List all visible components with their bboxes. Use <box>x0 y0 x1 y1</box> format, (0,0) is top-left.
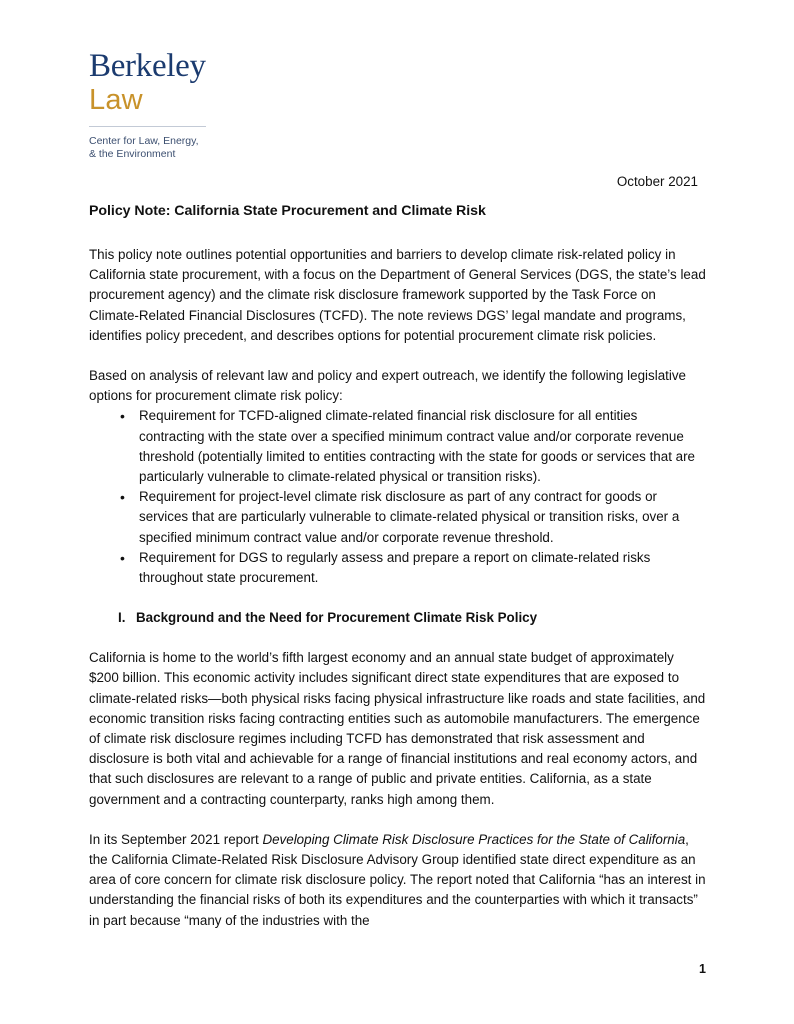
document-body <box>89 172 706 951</box>
list-item: • Requirement for DGS to regularly assess and prepare a report on climate-related risks throughout state procurement. <box>89 548 706 588</box>
logo-wordmark-berkeley: Berkeley <box>89 48 206 84</box>
berkeley-law-logo <box>89 48 229 161</box>
paragraph-text-before-title: In its September 2021 report <box>89 831 263 847</box>
lead-in-paragraph: Based on analysis of relevant law and policy and expert outreach, we identify the following legislative options for procurement climate risk policy: <box>89 368 686 404</box>
section-heading-background <box>89 608 706 628</box>
intro-paragraph: This policy note outlines potential opportunities and barriers to develop climate risk-related policy in California state procurement, with a focus on the Department of General Services (DGS, the state’s lead procurement agency) and the climate risk disclosure framework supported by the Task Force on Climate-Related Financial Disclosures (TCFD). The note reviews DGS’ legal mandate and programs, identifies policy precedent, and describes options for potential procurement climate risk policies. <box>89 247 706 343</box>
section-number: I. <box>118 610 126 626</box>
paragraph-text-after-title: , the California Climate-Related Risk Disclosure Advisory Group identified state direct expenditure as an area of core concern for climate risk disclosure policy. The report noted that California “has an interest in understanding the financial risks of both its expenditures and the counterparties with which it transacts” in part because “many of the industries with the <box>89 831 706 928</box>
body-paragraph-2 <box>89 830 706 931</box>
document-date: October 2021 <box>616 174 698 189</box>
logo-divider-rule <box>89 126 206 127</box>
logo-tagline-line-1: Center for Law, Energy, <box>89 135 199 147</box>
logo-wordmark-law: Law <box>89 84 143 116</box>
legislative-options-list <box>89 406 706 588</box>
page-title: Policy Note: California State Procurement and Climate Risk <box>89 203 486 219</box>
list-item: • Requirement for project-level climate risk disclosure as part of any contract for goods or services that are particularly vulnerable to climate-related physical or transition risks, over a specified minimum contract value and/or corporate revenue threshold. <box>89 487 706 548</box>
body-paragraph-1: California is home to the world’s fifth largest economy and an annual state budget of approximately $200 billion. This economic activity includes significant direct state expenditures that are exposed to climate-related risks—both physical risks facing physical infrastructure like roads and state facilities, and economic transition risks facing contracting entities such as automobile manufacturers. The emergence of climate risk disclosure regimes including TCFD has demonstrated that risk assessment and disclosure is both vital and achievable for a range of financial institutions and real economy actors, and that such disclosures are relevant to a range of public and private entities. California, as a state government and a contracting counterparty, ranks high among them. <box>89 650 706 807</box>
page-number: 1 <box>699 962 706 976</box>
list-item: • Requirement for TCFD-aligned climate-related financial risk disclosure for all entities contracting with the state over a specified minimum contract value and/or corporate revenue threshold (potentially limited to entities contracting with the state for goods or services that are particularly vulnerable to climate-related physical or transition risks). <box>89 406 706 487</box>
cited-report-title: Developing Climate Risk Disclosure Practices for the State of California <box>262 831 686 847</box>
logo-tagline-line-2: & the Environment <box>89 148 176 160</box>
section-title: Background and the Need for Procurement Climate Risk Policy <box>136 610 538 626</box>
logo-tagline <box>89 135 239 161</box>
